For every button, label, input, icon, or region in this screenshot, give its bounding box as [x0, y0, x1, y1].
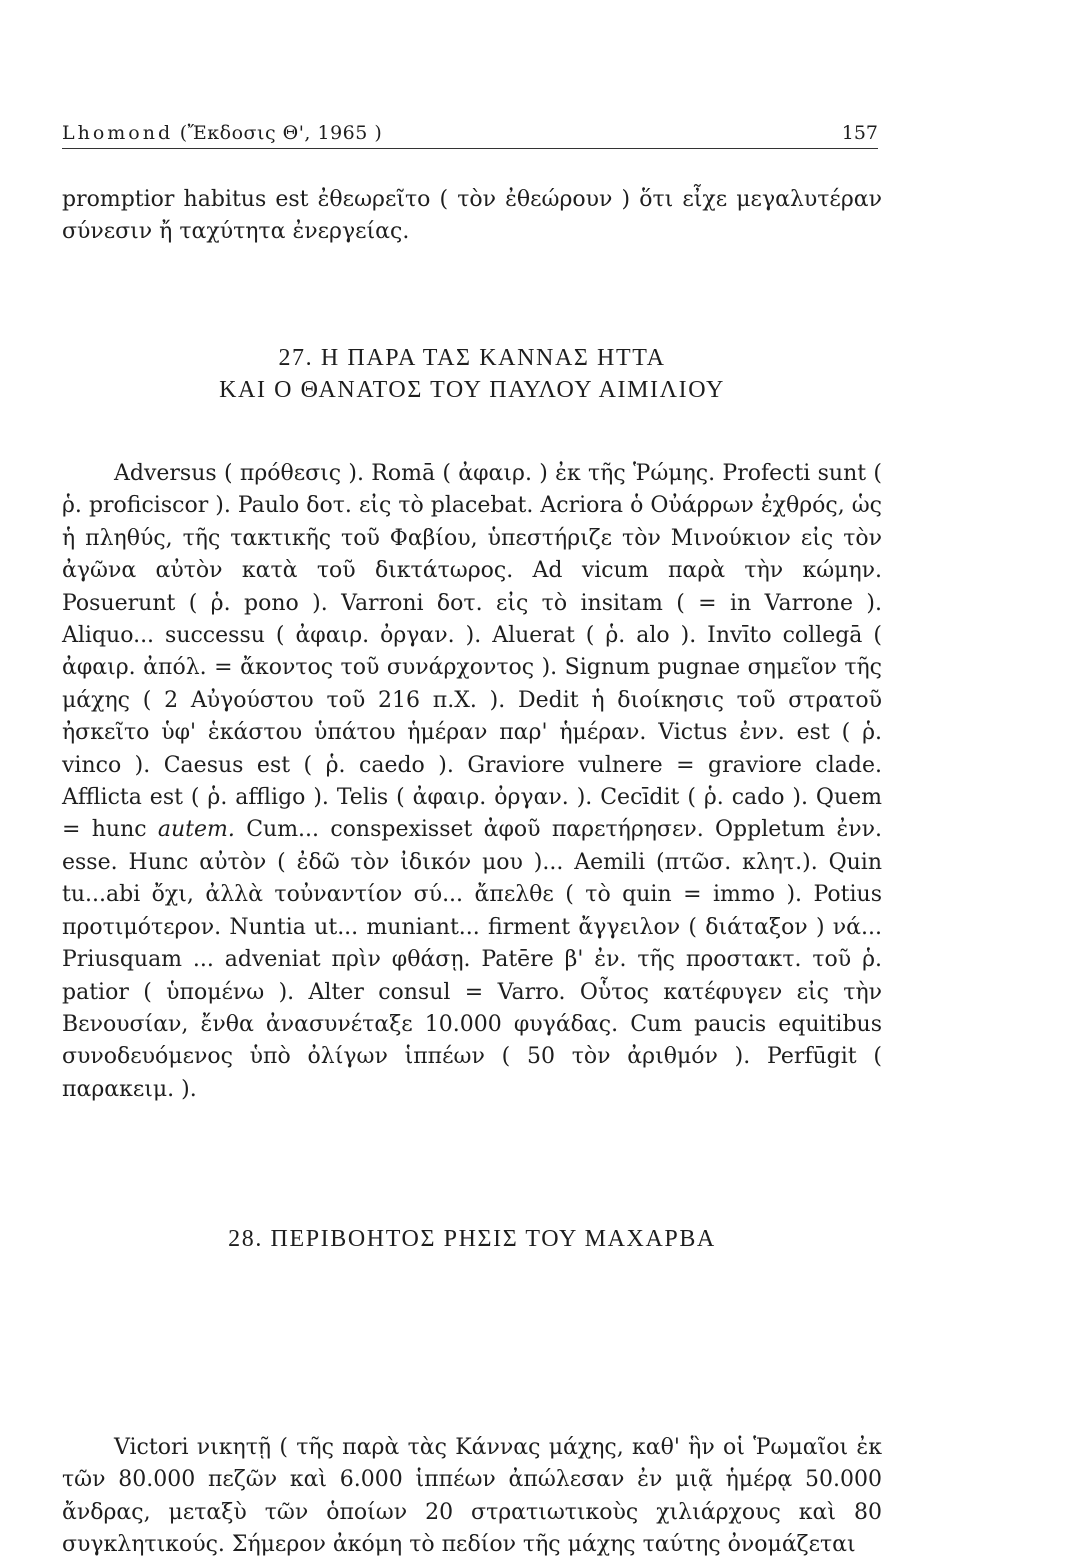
section-27-notes [62, 458, 882, 1106]
section-27-notes-part-a: Adversus ( πρόθεσις ). Romā ( ἀφαιρ. ) ἐκ τῆς Ῥώμης. Profecti sunt ( ῥ. proficiscor ). Paulo δοτ. εἰς τὸ placebat. Acriora ὁ Οὐάρρων ἐχθρός, ὡς ἡ πληθύς, τῆς τακτικῆς τοῦ Φαβίου, ὑπεστήριζε τὸν Μινούκιον εἰς τὸν ἀγῶνα αὐτὸν κατὰ τοῦ δικτάτωρος. Ad vicum παρὰ τὴν κώμην. Posuerunt ( ῥ. pono ). Varroni δοτ. εἰς τὸ insitam ( = in Varrone ). Aliquo... successu ( ἀφαιρ. ὀργαν. ). Aluerat ( ῥ. alo ). Invīto collegā ( ἀφαιρ. ἀπόλ. = ἄκοντος τοῦ συνάρχοντος ). Signum pugnae σημεῖον τῆς μάχης ( 2 Αὐγούστου τοῦ 216 π.Χ. ). Dedit ἡ διοίκησις τοῦ στρατοῦ ἠσκεῖτο ὑφ' ἑκάστου ὑπάτου ἡμέραν παρ' ἡμέραν. Victus ἐνν. est ( ῥ. vinco ). Caesus est ( ῥ. caedo ). Graviore vulnere = graviore clade. Afflicta est ( ῥ. affligo ). Telis ( ἀφαιρ. ὀργαν. ). Cecīdit ( ῥ. cado ). Quem = hunc [62, 461, 882, 843]
section-27-title-line-1: 27. Η ΠΑΡΑ ΤΑΣ ΚΑΝΝΑΣ ΗΤΤΑ [278, 345, 666, 371]
header-left [62, 122, 382, 144]
section-27-notes-part-b: Cum... conspexisset ἀφοῦ παρετήρησεν. Oppletum ἐνν. esse. Hunc αὐτὸν ( ἐδῶ τὸν ἰδικόν μου )... Aemili (πτῶσ. κλητ.). Quin tu...abi ὄχι, ἀλλὰ τοὐναντίον σύ... ἄπελθε ( τὸ quin = immo ). Potius προτιμότερον. Nuntia ut... muniant... firment ἄγγειλον ( διάταξον ) νά... Priusquam ... adveniat πρὶν φθάσῃ. Patēre β' ἐν. τῆς προστακτ. τοῦ ῥ. patior ( ὑπομένω ). Alter consul = Varro. Οὗτος κατέφυγεν εἰς τὴν Βενουσίαν, ἔνθα ἀνασυνέταξε 10.000 φυγάδας. Cum paucis equitibus συνοδευόμενος ὑπὸ ὀλίγων ἱππέων ( 50 τὸν ἀριθμόν ). Perfūgit ( παρακειμ. ). [62, 817, 882, 1102]
header-edition: (Ἔκδοσις Θ', 1965 ) [179, 122, 383, 144]
section-27-notes-italic: autem. [157, 817, 235, 843]
section-28-title: 28. ΠΕΡΙΒΟΗΤΟΣ ΡΗΣΙΣ ΤΟΥ ΜΑΧΑΡΒΑ [228, 1226, 716, 1252]
section-28-notes: Victori νικητῇ ( τῆς παρὰ τὰς Κάννας μάχης, καθ' ἣν οἱ Ῥωμαῖοι ἐκ τῶν 80.000 πεζῶν καὶ 6.000 ἱππέων ἀπώλεσαν ἐν μιᾷ ἡμέρᾳ 50.000 ἄνδρας, μεταξὺ τῶν ὁποίων 20 στρατιωτικοὺς χιλιάρχους καὶ 80 συγκλητικούς. Σήμερον ἀκόμη τὸ πεδίον τῆς μάχης ταύτης ὀνομάζεται [62, 1435, 882, 1558]
intro-paragraph: promptior habitus est ἐθεωρεῖτο ( τὸν ἐθεώρουν ) ὅτι εἶχε μεγαλυτέραν σύνεσιν ἤ ταχύτητα ἐνεργείας. [62, 187, 882, 245]
running-header [62, 118, 878, 149]
section-27-title [62, 342, 882, 406]
section-27-title-line-2: ΚΑΙ Ο ΘΑΝΑΤΟΣ ΤΟΥ ΠΑΥΛΟΥ ΑΙΜΙΛΙΟΥ [219, 377, 725, 403]
header-author: Lhomond [62, 122, 174, 144]
page-number: 157 [841, 122, 878, 144]
